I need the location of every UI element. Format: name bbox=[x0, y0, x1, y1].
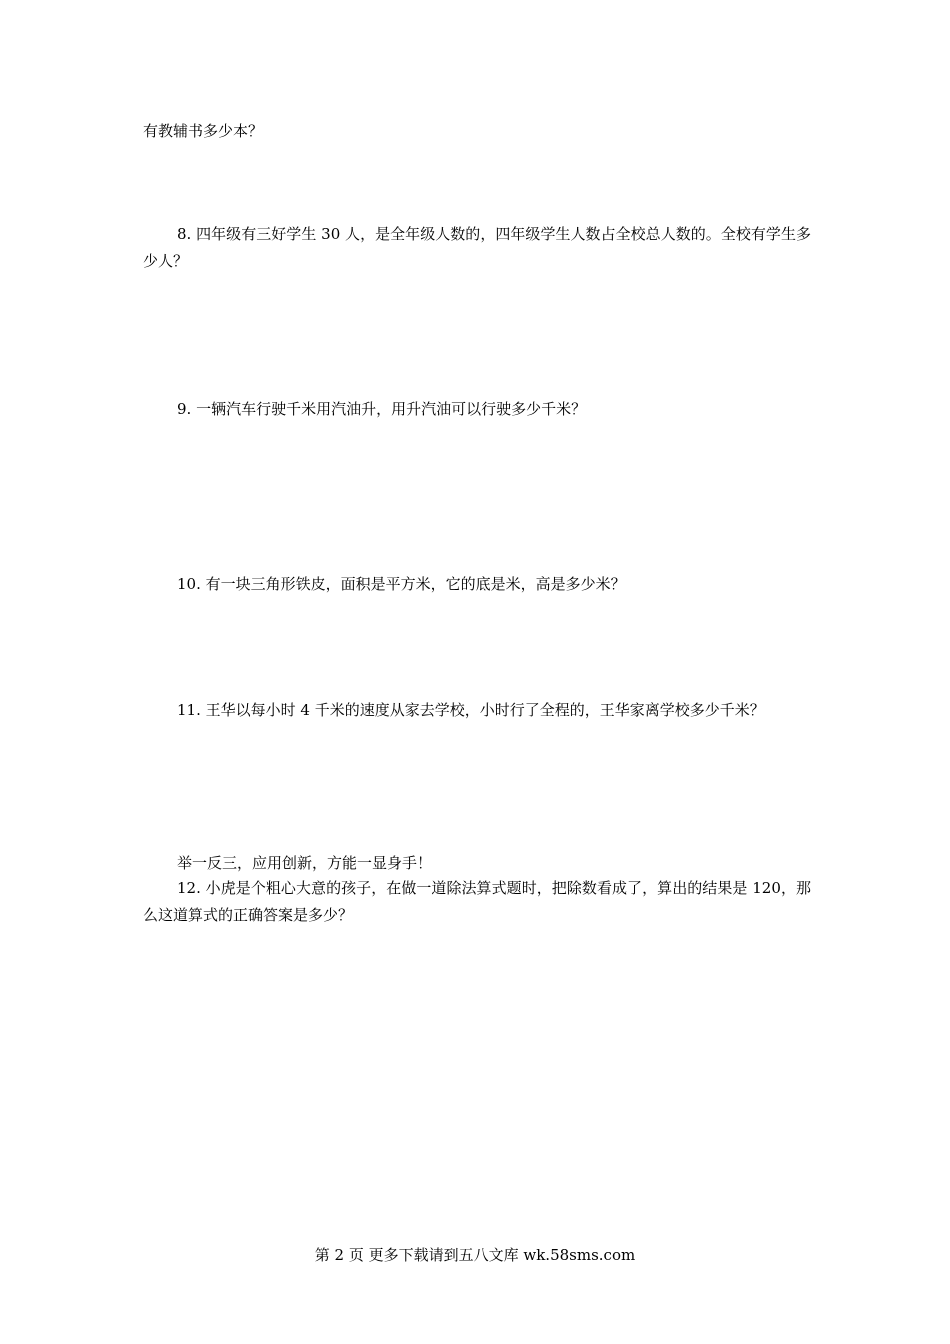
question-10: 10. 有一块三角形铁皮，面积是平方米，它的底是米，高是多少米？ bbox=[177, 575, 626, 593]
question-7-continuation: 有教辅书多少本？ bbox=[143, 122, 264, 140]
question-12: 12. 小虎是个粗心大意的孩子，在做一道除法算式题时，把除数看成了，算出的结果是 120，那么这道算式的正确答案是多少？ bbox=[143, 879, 811, 924]
section-heading: 举一反三，应用创新，方能一显身手！ bbox=[177, 854, 433, 872]
question-8: 8. 四年级有三好学生 30 人，是全年级人数的，四年级学生人数占全校总人数的。全校有学生多少人？ bbox=[143, 225, 811, 270]
question-9: 9. 一辆汽车行驶千米用汽油升，用升汽油可以行驶多少千米？ bbox=[177, 400, 587, 418]
question-11: 11. 王华以每小时 4 千米的速度从家去学校，小时行了全程的，王华家离学校多少千米？ bbox=[177, 701, 765, 719]
page-footer: 第 2 页 更多下载请到五八文库 wk.58sms.com bbox=[314, 1246, 636, 1264]
